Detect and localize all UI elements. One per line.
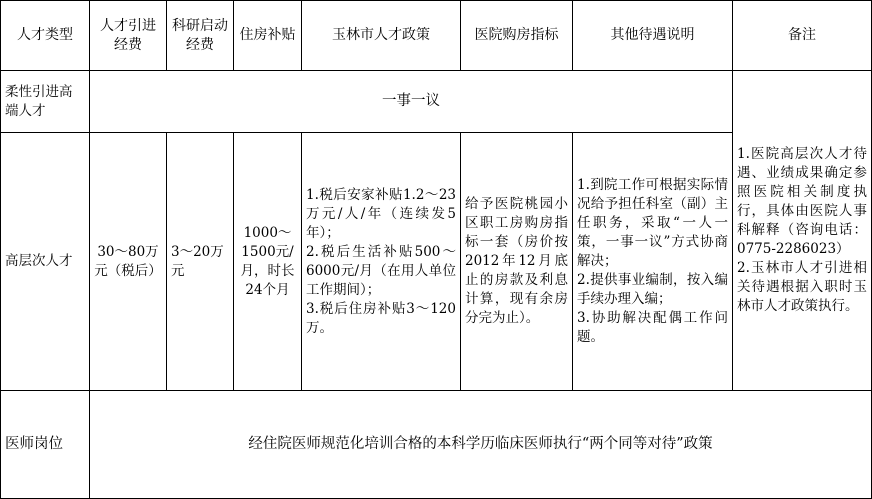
row-doctor-post [1, 391, 872, 499]
high-level-purchase-quota: 给予医院桃园小区职工房购房指标一套（房价按2012年12月底止的房款及利息计算，现有余房分完为止）。 [461, 133, 573, 391]
high-level-research-fund: 3～20万元 [167, 133, 234, 391]
header-intro-fund: 人才引进经费 [90, 1, 167, 71]
header-research-fund: 科研启动经费 [167, 1, 234, 71]
header-housing-subsidy: 住房补贴 [234, 1, 302, 71]
high-level-intro-fund: 30～80万元（税后） [90, 133, 167, 391]
row-flexible-talent [1, 71, 872, 133]
flexible-talent-type: 柔性引进高端人才 [1, 71, 90, 133]
high-level-other-benefits: 1.到院工作可根据实际情况给予担任科室（副）主任职务，采取“一人一策，一事一议”方式协商解决； 2.提供事业编制，按入编手续办理入编； 3.协助解决配偶工作问题。 [573, 133, 733, 391]
flexible-talent-policy: 一事一议 [90, 71, 733, 133]
header-talent-type: 人才类型 [1, 1, 90, 71]
header-other-benefits: 其他待遇说明 [573, 1, 733, 71]
header-yulin-policy: 玉林市人才政策 [302, 1, 461, 71]
remarks-cell: 1.医院高层次人才待遇、业绩成果确定参照医院相关制度执行，具体由医院人事科解释（咨询电话：0775-2286023） 2.玉林市人才引进相关待遇根据入职时玉林市人才政策执行。 [733, 71, 872, 391]
header-remarks: 备注 [733, 1, 872, 71]
doctor-post-type: 医师岗位 [1, 391, 90, 499]
high-level-talent-type: 高层次人才 [1, 133, 90, 391]
header-row [1, 1, 872, 71]
high-level-yulin-policy: 1.税后安家补贴1.2～23万元/人/年（连续发5年）； 2.税后生活补贴500～6000元/月（在用人单位工作期间）； 3.税后住房补贴3～120万。 [302, 133, 461, 391]
doctor-post-policy: 经住院医师规范化培训合格的本科学历临床医师执行“两个同等对待”政策 [90, 391, 872, 499]
high-level-housing-subsidy: 1000～1500元/月，时长24个月 [234, 133, 302, 391]
header-purchase-quota: 医院购房指标 [461, 1, 573, 71]
